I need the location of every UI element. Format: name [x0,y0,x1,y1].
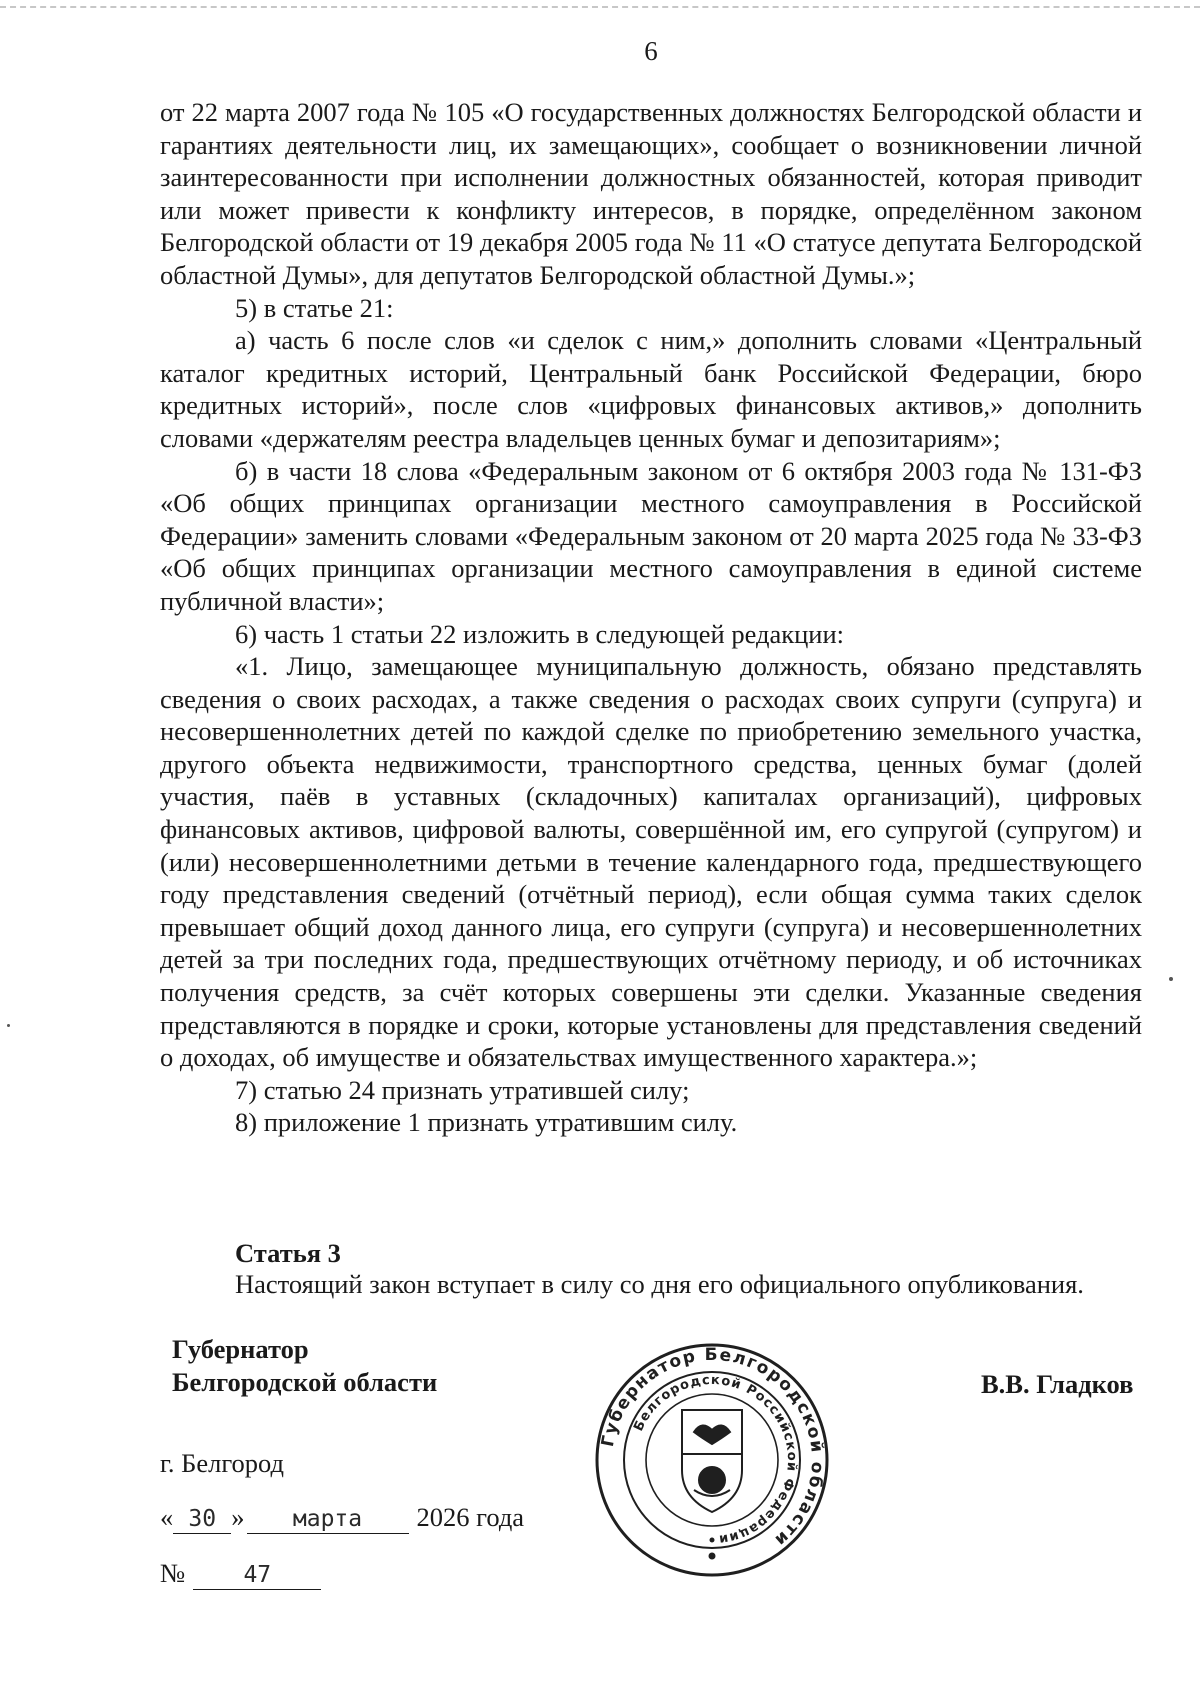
body-paragraph: а) часть 6 после слов «и сделок с ним,» дополнить словами «Центральный каталог кредитных историй, Центральный банк Российской Федерации, бюро кредитных историй», после слов «цифровых финансовых активов,» дополнить словами «держателям реестра владельцев ценных бумаг и депозитариям»; [160,325,1142,453]
body-paragraph: б) в части 18 слова «Федеральным законом от 6 октября 2003 года № 131-ФЗ «Об общих принципах организации местного самоуправления в Российской Федерации» заменить словами «Федеральным законом от 20 марта 2025 года № 33-ФЗ «Об общих принципах организации местного самоуправления в единой системе публичной власти»; [160,455,1142,616]
official-seal [594,1342,830,1578]
body-paragraph: «1. Лицо, замещающее муниципальную должность, обязано представлять сведения о своих расходах, а также сведения о расходах своих супруги (супруга) и несовершеннолетних детей по каждой сделке по приобретению земельного участка, другого объекта недвижимости, транспортного средства, ценных бумаг (долей участия, паёв в уставных (складочных) капиталах организаций), цифровых финансовых активов, цифровой валюты, совершённой им, его супругой (супругом) и (или) несовершеннолетними детьми в течение календарного года, предшествующего году представления сведений (отчётный период), если общая сумма таких сделок превышает общий доход данного лица, его супруги (супруга) и несовершеннолетних детей за три последних года, предшествующих отчётному периоду, и об источниках получения средств, за счёт которых совершены эти сделки. Указанные сведения представляются в порядке и сроки, которые установлены для представления сведений о доходах, об имуществе и обязательствах имущественного характера.»; [160,651,1142,1073]
page-number: 6 [644,36,658,66]
signing-date [160,1500,580,1534]
scan-edge-line [0,6,1200,10]
signatory-title-line2: Белгородской области [172,1367,438,1397]
law-body-text [160,96,1142,1139]
date-year: 2026 года [416,1502,525,1532]
seal-inner-text: Белгородской Российской Федерации [631,1372,800,1547]
scan-speck [7,1024,10,1027]
law-number-value: 47 [193,1561,321,1590]
date-close-quote: » [231,1502,245,1532]
city: г. Белгород [160,1448,285,1478]
body-paragraph: 6) часть 1 статьи 22 изложить в следующей редакции: [235,618,845,649]
article-text: Настоящий закон вступает в силу со дня его официального опубликования. [235,1269,1084,1299]
coat-of-arms-emblem [682,1410,742,1512]
signatory-title-line1: Губернатор [172,1334,309,1364]
body-paragraph: 8) приложение 1 признать утратившим силу. [235,1107,738,1138]
law-number-label: № [160,1558,186,1588]
law-number [160,1556,460,1590]
seal-outer-text: Губернатор Белгородской области [597,1344,828,1551]
body-paragraph: 5) в статье 21: [235,292,394,323]
date-open-quote: « [160,1502,174,1532]
signatory-name: В.В. Гладков [981,1369,1134,1399]
article-heading: Статья 3 [235,1238,341,1268]
body-paragraph: 7) статью 24 признать утратившей силу; [235,1074,690,1105]
body-paragraph: от 22 марта 2007 года № 105 «О государственных должностях Белгородской области и гарантиях деятельности лиц, их замещающих», сообщает о возникновении личной заинтересованности при исполнении должностных обязанностей, которая приводит или может привести к конфликту интересов, в порядке, определённом законом Белгородской области от 19 декабря 2005 года № 11 «О статусе депутата Белгородской областной Думы», для депутатов Белгородской областной Думы.»; [160,97,1142,290]
date-month: марта [247,1505,409,1534]
scan-speck [1169,977,1173,981]
date-day: 30 [173,1505,231,1534]
signatory-title [172,1333,572,1399]
